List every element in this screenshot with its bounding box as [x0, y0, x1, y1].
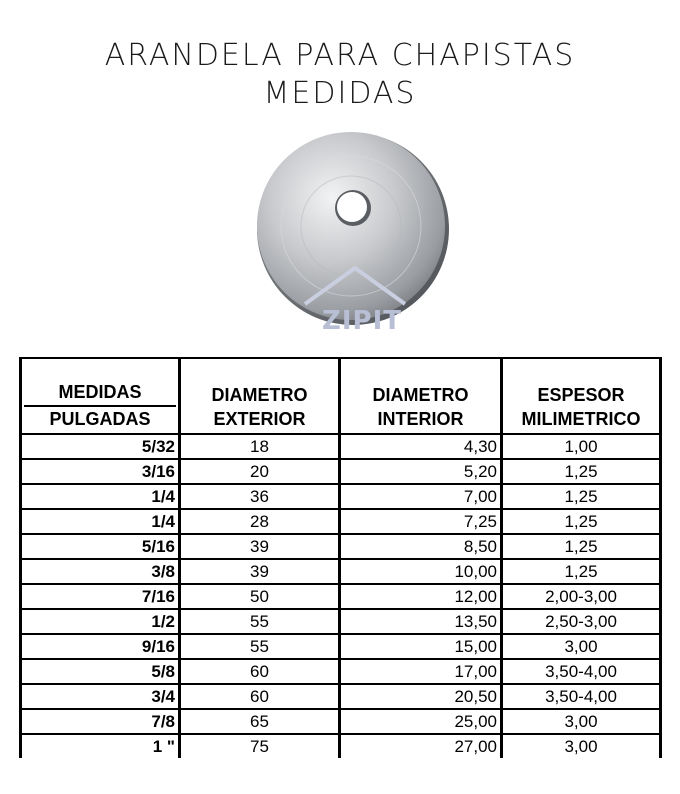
- cell-espesor: 1,25: [502, 459, 661, 484]
- cell-espesor: 1,25: [502, 484, 661, 509]
- header-medidas-pulgadas: [21, 358, 180, 434]
- cell-diametro-exterior: 60: [180, 659, 340, 684]
- cell-diametro-interior: 8,50: [340, 534, 502, 559]
- table-row: [21, 634, 661, 659]
- cell-diametro-exterior: 28: [180, 509, 340, 534]
- measurements-table: [19, 357, 662, 758]
- cell-espesor: 1,25: [502, 509, 661, 534]
- cell-pulgadas: 3/4: [21, 684, 180, 709]
- cell-pulgadas: 5/16: [21, 534, 180, 559]
- table-row: [21, 609, 661, 634]
- cell-diametro-exterior: 55: [180, 609, 340, 634]
- cell-pulgadas: 7/16: [21, 584, 180, 609]
- table-row: [21, 459, 661, 484]
- header-diametro-interior: [340, 358, 502, 434]
- cell-diametro-exterior: 20: [180, 459, 340, 484]
- table-row: [21, 534, 661, 559]
- cell-pulgadas: 5/8: [21, 659, 180, 684]
- header-label: ESPESOR: [537, 385, 625, 405]
- cell-diametro-interior: 5,20: [340, 459, 502, 484]
- table-row: [21, 659, 661, 684]
- cell-diametro-exterior: 39: [180, 559, 340, 584]
- cell-pulgadas: 3/8: [21, 559, 180, 584]
- cell-pulgadas: 7/8: [21, 709, 180, 734]
- cell-diametro-exterior: 75: [180, 734, 340, 758]
- cell-diametro-interior: 25,00: [340, 709, 502, 734]
- cell-espesor: 1,25: [502, 559, 661, 584]
- cell-diametro-exterior: 65: [180, 709, 340, 734]
- cell-espesor: 2,50-3,00: [502, 609, 661, 634]
- cell-espesor: 3,00: [502, 634, 661, 659]
- cell-diametro-interior: 13,50: [340, 609, 502, 634]
- header-espesor-milimetrico: [502, 358, 661, 434]
- cell-espesor: 3,50-4,00: [502, 659, 661, 684]
- header-label: DIAMETRO: [372, 385, 469, 405]
- table-row: [21, 509, 661, 534]
- cell-pulgadas: 1/4: [21, 484, 180, 509]
- table-header-row: [21, 358, 661, 434]
- cell-diametro-interior: 27,00: [340, 734, 502, 758]
- cell-diametro-interior: 7,25: [340, 509, 502, 534]
- cell-pulgadas: 3/16: [21, 459, 180, 484]
- cell-pulgadas: 1/2: [21, 609, 180, 634]
- header-diametro-exterior: [180, 358, 340, 434]
- watermark-text: ZIPIT: [322, 306, 402, 336]
- table-row: [21, 684, 661, 709]
- cell-diametro-interior: 4,30: [340, 434, 502, 459]
- table-row: [21, 584, 661, 609]
- table-row: [21, 434, 661, 459]
- page-subtitle: MEDIDAS: [263, 76, 417, 111]
- cell-pulgadas: 9/16: [21, 634, 180, 659]
- header-label: MILIMETRICO: [521, 409, 641, 429]
- cell-diametro-interior: 12,00: [340, 584, 502, 609]
- page-title: ARANDELA PARA CHAPISTAS: [104, 38, 576, 73]
- cell-diametro-exterior: 50: [180, 584, 340, 609]
- cell-diametro-exterior: 36: [180, 484, 340, 509]
- header-label: PULGADAS: [49, 409, 151, 429]
- cell-espesor: 3,00: [502, 709, 661, 734]
- header-label: MEDIDAS: [24, 380, 176, 407]
- table-row: [21, 559, 661, 584]
- cell-pulgadas: 1/4: [21, 509, 180, 534]
- watermark-roof-icon: [300, 262, 410, 308]
- cell-diametro-exterior: 55: [180, 634, 340, 659]
- header-label: EXTERIOR: [213, 409, 306, 429]
- cell-diametro-exterior: 18: [180, 434, 340, 459]
- cell-diametro-interior: 15,00: [340, 634, 502, 659]
- table-row: [21, 734, 661, 758]
- cell-espesor: 1,25: [502, 534, 661, 559]
- cell-diametro-exterior: 39: [180, 534, 340, 559]
- cell-espesor: 2,00-3,00: [502, 584, 661, 609]
- cell-espesor: 3,50-4,00: [502, 684, 661, 709]
- table-row: [21, 484, 661, 509]
- cell-diametro-interior: 20,50: [340, 684, 502, 709]
- cell-pulgadas: 5/32: [21, 434, 180, 459]
- cell-diametro-interior: 7,00: [340, 484, 502, 509]
- table-row: [21, 709, 661, 734]
- cell-espesor: 1,00: [502, 434, 661, 459]
- cell-diametro-interior: 17,00: [340, 659, 502, 684]
- cell-diametro-exterior: 60: [180, 684, 340, 709]
- cell-diametro-interior: 10,00: [340, 559, 502, 584]
- cell-espesor: 3,00: [502, 734, 661, 758]
- cell-pulgadas: 1 ": [21, 734, 180, 758]
- header-label: DIAMETRO: [211, 385, 308, 405]
- header-label: INTERIOR: [377, 409, 464, 429]
